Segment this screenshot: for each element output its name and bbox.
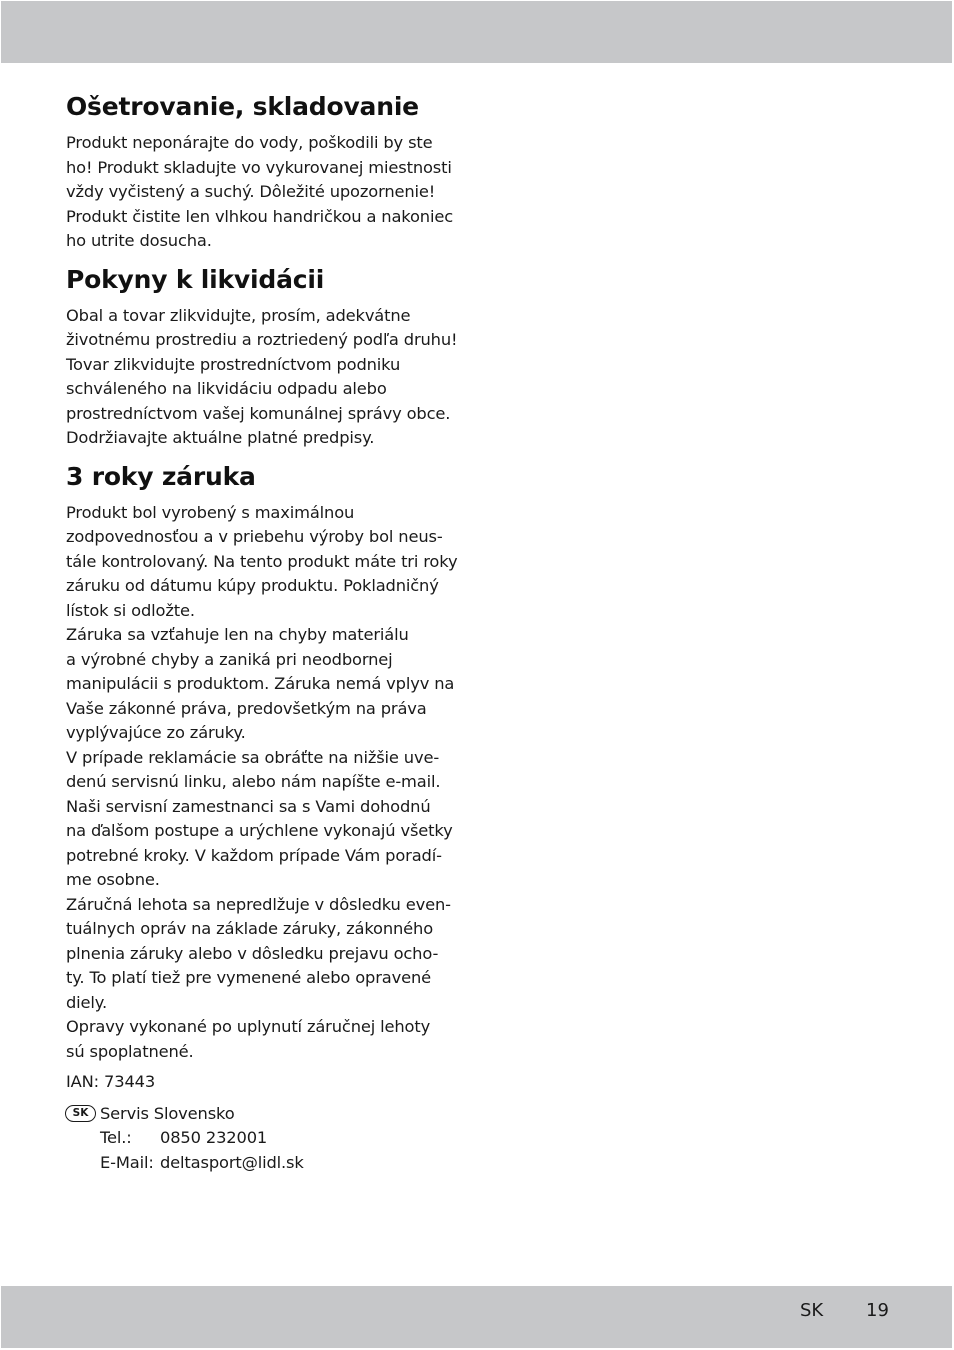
service-phone-row [100, 1126, 466, 1151]
section-body: Produkt neponárajte do vody, poškodili by ste ho! Produkt skladujte vo vykurovanej miestnosti vždy vyčistený a suchý. Dôležité upozornenie! Produkt čistite len vlhkou handričkou a nakoniec ho utrite dosucha. [66, 133, 454, 250]
footer-language: SK [800, 1300, 824, 1321]
section-title: Ošetrovanie, skladovanie [66, 92, 419, 121]
email-label: E-Mail: [100, 1152, 154, 1172]
section-body: Obal a tovar zlikvidujte, prosím, adekvátne životnému prostrediu a roztriedený podľa druhu! Tovar zlikvidujte prostredníctvom podniku schváleného na likvidáciu odpadu alebo prostredníctvom vašej komunálnej správy obce. Dodržiavajte aktuálne platné predpisy. [66, 305, 458, 447]
phone-value: 0850 232001 [160, 1128, 268, 1147]
service-email-row [100, 1151, 466, 1176]
page-content [66, 90, 466, 1175]
section-body: Produkt bol vyrobený s maximálnou zodpovednosťou a v priebehu výroby bol neus- tále kontrolovaný. Na tento produkt máte tri roky záruku od dátumu kúpy produktu. Pokladničný lístok si odložte. Záruka sa vzťahuje len na chyby materiálu a výrobné chyby a zaniká pri neodbornej manipulácii s produktom. Záruka nemá vplyv na Vaše zákonné práva, predovšetkým na práva vyplývajúce zo záruky. V prípade reklamácie sa obráťte na nižšie uve- denú servisnú linku, alebo nám napíšte e-mail. Naši servisní zamestnanci sa s Vami dohodnú na ďalšom postupe a urýchlene vykonajú všetky potrebné kroky. V každom prípade Vám poradí- me osobne. Záručná lehota sa nepredlžuje v dôsledku even- tuálnych opráv na základe záruky, zákonného plnenia záruky alebo v dôsledku prejavu ocho- ty. To platí tiež pre vymenené alebo opravené diely. Opravy vykonané po uplynutí záručnej lehoty sú spoplatnené. [66, 502, 458, 1061]
header-band [1, 1, 952, 63]
country-badge-icon: SK [65, 1105, 96, 1122]
page-number: 19 [866, 1300, 889, 1321]
phone-label: Tel.: [100, 1128, 132, 1147]
service-contact [66, 1102, 466, 1176]
email-value[interactable]: deltasport@lidl.sk [160, 1152, 304, 1172]
ian-number: IAN: 73443 [66, 1072, 156, 1091]
section-disposal [66, 263, 466, 451]
section-title: Pokyny k likvidácii [66, 264, 325, 294]
section-care-storage [66, 90, 466, 254]
service-name: Servis Slovensko [100, 1103, 235, 1123]
section-warranty [66, 460, 466, 1065]
section-title: 3 roky záruka [66, 461, 256, 491]
